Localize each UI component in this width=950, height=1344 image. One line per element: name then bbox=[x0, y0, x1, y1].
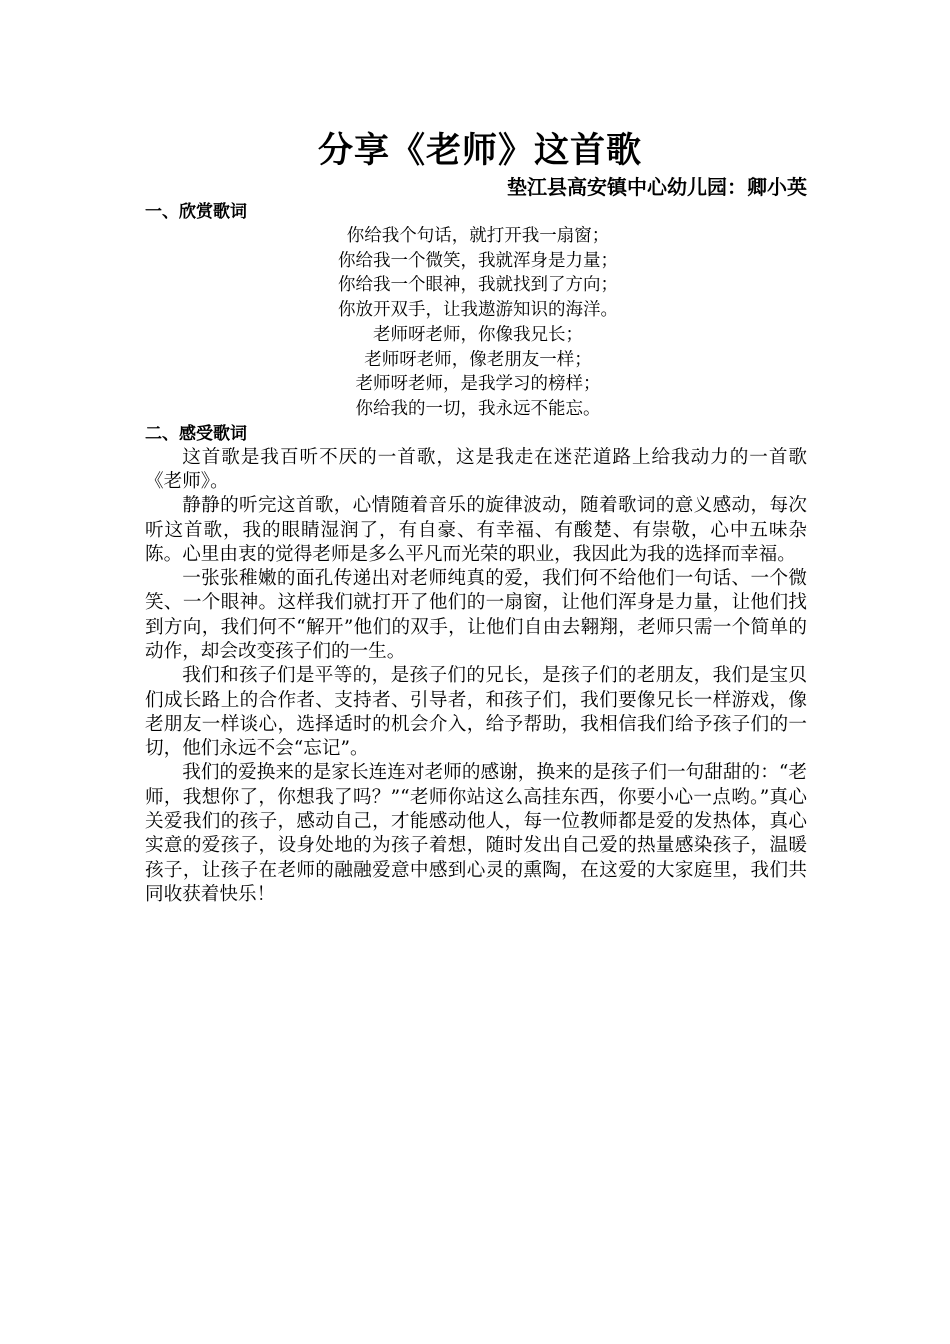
lyrics-block bbox=[145, 224, 807, 422]
author-line: 垫江县高安镇中心幼儿园：卿小英 bbox=[507, 175, 807, 199]
lyric-line: 你给我的一切，我永远不能忘。 bbox=[355, 398, 601, 419]
body-paragraph: 静静的听完这首歌，心情随着音乐的旋律波动，随着歌词的意义感动，每次听这首歌，我的眼睛湿润了，有自豪、有幸福、有酸楚、有崇敬，心中五味杂陈。心里由衷的觉得老师是多么平凡而光荣的职业，我因此为我的选择而幸福。 bbox=[145, 495, 807, 565]
lyric-line: 你给我一个眼神，我就找到了方向； bbox=[338, 275, 618, 296]
body-paragraph: 一张张稚嫩的面孔传递出对老师纯真的爱，我们何不给他们一句话、一个微笑、一个眼神。这样我们就打开了他们的一扇窗，让他们浑身是力量，让他们找到方向，我们何不“解开”他们的双手，让他们自由去翱翔，老师只需一个简单的动作，却会改变孩子们的一生。 bbox=[145, 568, 807, 662]
lyric-line: 你给我个句话，就打开我一扇窗； bbox=[346, 226, 610, 246]
body-paragraph: 我们的爱换来的是家长连连对老师的感谢，换来的是孩子们一句甜甜的：“老师，我想你了，你想我了吗？”“老师你站这么高挂东西，你要小心一点哟。”真心关爱我们的孩子，感动自己，才能感动他人，每一位教师都是爱的发热体，真心实意的爱孩子，设身处地的为孩子着想，随时发出自己爱的热量感染孩子，温暖孩子，让孩子在老师的融融爱意中感到心灵的熏陶，在这爱的大家庭里，我们共同收获着快乐！ bbox=[145, 762, 807, 905]
lyric-line: 你给我一个微笑，我就浑身是力量； bbox=[338, 250, 618, 271]
section-heading-feel-lyrics: 二、感受歌词 bbox=[145, 423, 247, 444]
lyric-line: 你放开双手，让我遨游知识的海洋。 bbox=[338, 300, 618, 321]
lyric-line: 老师呀老师，是我学习的榜样； bbox=[355, 374, 601, 395]
lyric-line: 老师呀老师，像老朋友一样； bbox=[364, 349, 592, 370]
document-page bbox=[145, 126, 807, 907]
lyric-line: 老师呀老师，你像我兄长； bbox=[373, 324, 583, 345]
body-paragraph: 这首歌是我百听不厌的一首歌，这是我走在迷茫道路上给我动力的一首歌《老师》。 bbox=[145, 446, 807, 492]
section-heading-appreciate-lyrics: 一、欣赏歌词 bbox=[145, 202, 247, 222]
body-paragraph: 我们和孩子们是平等的，是孩子们的兄长，是孩子们的老朋友，我们是宝贝们成长路上的合作者、支持者、引导者，和孩子们，我们要像兄长一样游戏，像老朋友一样谈心，选择适时的机会介入，给予帮助，我相信我们给予孩子们的一切，他们永远不会“忘记”。 bbox=[145, 665, 807, 760]
document-title: 分享《老师》这首歌 bbox=[317, 131, 642, 171]
